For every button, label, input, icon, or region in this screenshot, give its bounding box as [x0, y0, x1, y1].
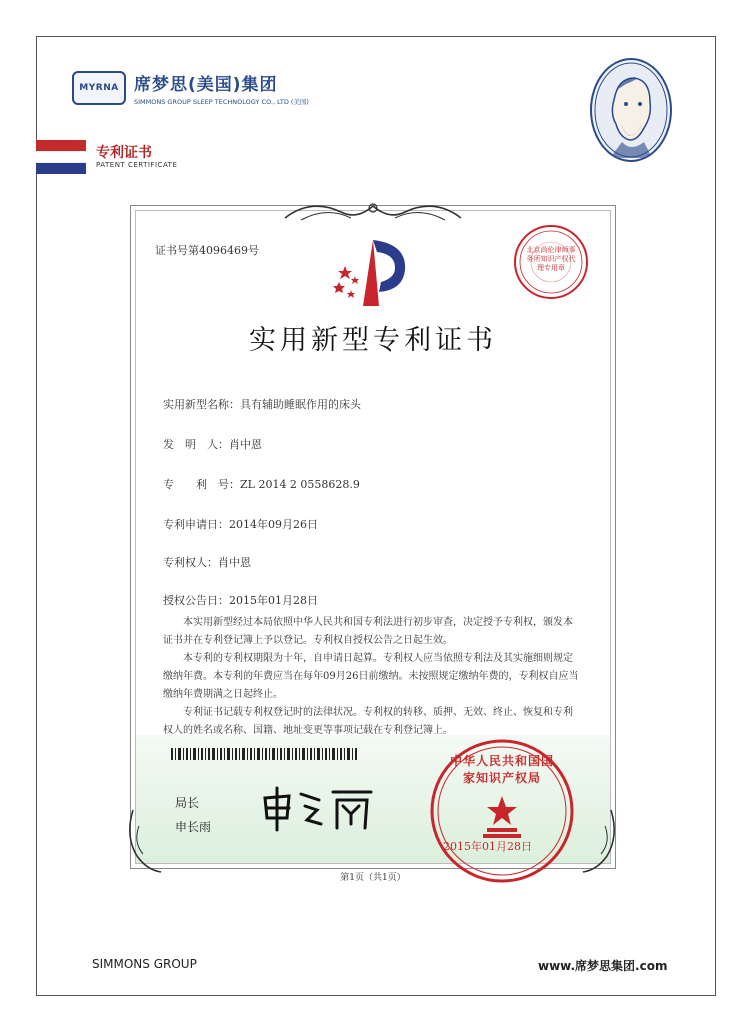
body-paragraph: 专利证书记载专利权登记时的法律状况。专利权的转移、质押、无效、终止、恢复和专利权人的姓名或名称、国籍、地址变更等事项记载在专利登记簿上。 [163, 707, 573, 736]
section-subtitle: PATENT CERTIFICATE [96, 161, 178, 169]
field-patent-number [163, 476, 360, 492]
certificate-number: 证书号第4096469号 [155, 244, 259, 257]
cnipa-emblem-icon [321, 236, 421, 316]
field-value: 2015年01月28日 [229, 594, 318, 607]
field-value: ZL 2014 2 0558628.9 [240, 478, 360, 491]
field-inventor [163, 436, 262, 452]
field-label: 专利申请日： [163, 518, 229, 531]
field-application-date [163, 516, 318, 532]
field-label: 发 明 人： [163, 438, 229, 451]
patent-certificate [130, 205, 616, 883]
brand-logo [72, 70, 309, 106]
signer-title: 局长 [175, 796, 200, 810]
state-ip-office-seal [427, 736, 577, 886]
field-value: 肖中恩 [218, 556, 251, 569]
field-label: 实用新型名称： [163, 398, 240, 411]
field-value: 2014年09月26日 [229, 518, 318, 531]
field-invention-name [163, 396, 361, 412]
agency-seal-text: 北京尚伦律师事务所知识产权代理专用章 [526, 246, 576, 272]
section-title: 专利证书 [96, 145, 152, 161]
bottom-left-ornament-icon [123, 806, 163, 876]
field-value: 具有辅助睡眠作用的床头 [240, 398, 361, 411]
field-label: 专利权人： [163, 556, 218, 569]
handwritten-signature-icon [259, 784, 379, 834]
certificate-body [163, 614, 581, 740]
top-ornament-icon [281, 198, 465, 226]
brand-name-cn: 席梦思(美国)集团 [134, 75, 278, 95]
seal-date: 2015年01月28日 [443, 840, 532, 853]
bottom-right-ornament-icon [581, 806, 621, 876]
footer-website: www.席梦思集团.com [538, 959, 668, 973]
field-value: 肖中恩 [229, 438, 262, 451]
field-grant-date [163, 592, 318, 608]
stripe-flag-icon [36, 140, 86, 172]
state-seal-text: 中华人民共和国国家知识产权局 [449, 754, 554, 785]
certificate-title: 实用新型专利证书 [249, 325, 497, 356]
myrna-badge-icon: MYRNA [72, 71, 126, 105]
signer-name: 申长雨 [175, 820, 212, 834]
page-number: 第1页（共1页） [340, 873, 406, 883]
brand-name-en: SIMMONS GROUP SLEEP TECHNOLOGY CO., LTD (美国) [134, 98, 309, 106]
founder-portrait-icon [590, 58, 672, 162]
field-patentee [163, 554, 251, 570]
agency-seal [511, 222, 591, 302]
barcode-icon [171, 748, 359, 760]
body-paragraph: 本专利的专利权期限为十年，自申请日起算。专利权人应当依照专利法及其实施细则规定缴纳年费。本专利的年费应当在每年09月26日前缴纳。未按照规定缴纳年费的，专利权自应当缴纳年费期满之日起终止。 [163, 653, 579, 700]
field-label: 授权公告日： [163, 594, 229, 607]
field-label: 专 利 号： [163, 478, 240, 491]
body-paragraph: 本实用新型经过本局依照中华人民共和国专利法进行初步审查，决定授予专利权，颁发本证书并在专利登记簿上予以登记。专利权自授权公告之日起生效。 [163, 617, 573, 646]
footer-company: SIMMONS GROUP [92, 957, 197, 971]
